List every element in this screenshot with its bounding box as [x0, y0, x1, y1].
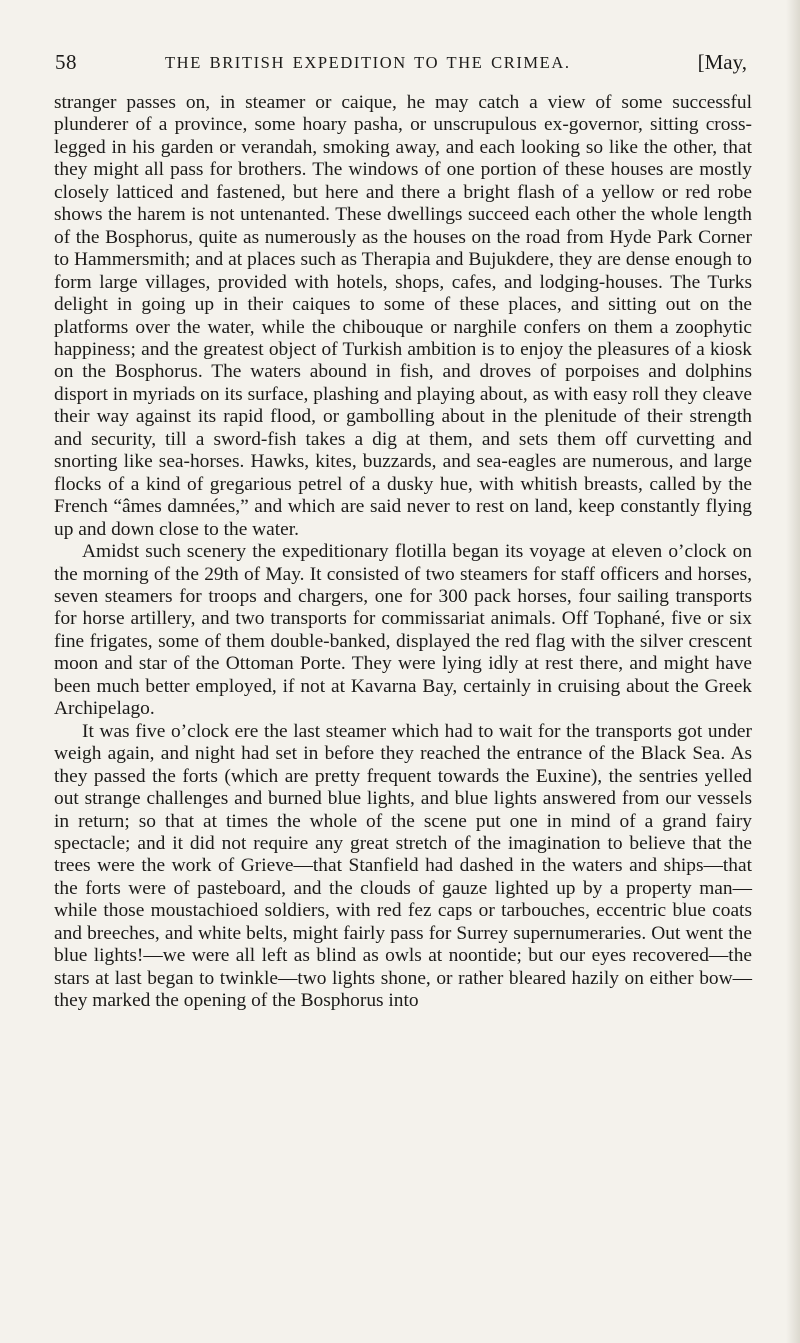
running-head: THE BRITISH EXPEDITION TO THE CRIMEA. [165, 53, 571, 72]
paragraph-black-sea: It was five o’clock ere the last steamer which had to wait for the transports got under weigh again, and night had set in before they reached the entrance of the Black Sea. As they passed the forts (which are pretty frequent towards the Euxine), the sentries yelled out strange challenges and burned blue lights, and blue lights answered from our vessels in return; so that at times the whole of the scene put one in mind of a grand fairy spectacle; and it did not require any great stretch of the imagination to believe that the trees were the work of Grieve—that Stanfield had dashed in the waters and ships—that the forts were of pasteboard, and the clouds of gauze lighted up by a property man—while those moustachioed soldiers, with red fez caps or tarbouches, eccentric blue coats and breeches, and white belts, might fairly pass for Surrey supernumeraries. Out went the blue lights!—we were all left as blind as owls at noontide; but our eyes recovered—the stars at last began to twinkle—two lights shone, or rather bleared hazily on either bow—they marked the opening of the Bosphorus into [54, 720, 752, 1012]
paragraph-continued: stranger passes on, in steamer or caique, he may catch a view of some successful plunderer of a province, some hoary pasha, or unscrupulous ex-governor, sitting cross-legged in his garden or verandah, smoking away, and each looking so like the other, that they might all pass for brothers. The windows of one portion of these houses are mostly closely latticed and fastened, but here and there a bright flash of a yellow or red robe shows the harem is not untenanted. These dwellings succeed each other the whole length of the Bosphorus, quite as numerously as the houses on the road from Hyde Park Corner to Hammersmith; and at places such as Therapia and Bujukdere, they are dense enough to form large villages, provided with hotels, shops, cafes, and lodging-houses. The Turks delight in going up in their caiques to some of these places, and sitting out on the platforms over the water, while the chibouque or narghile confers on them a zoophytic happiness; and the greatest object of Turkish ambition is to enjoy the pleasures of a kiosk on the Bosphorus. The waters abound in fish, and droves of porpoises and dolphins disport in myriads on its surface, plashing and playing about, as with easy roll they cleave their way against its rapid flood, or gambolling about in the plenitude of their strength and security, till a sword-fish takes a dig at them, and sets them off curvetting and snorting like sea-horses. Hawks, kites, buzzards, and sea-eagles are numerous, and large flocks of a kind of gregarious petrel of a dusky hue, with whitish breasts, called by the French “âmes damnées,” and which are said never to rest on land, keep constantly flying up and down close to the water. [54, 92, 752, 540]
running-head-month: [May, [697, 50, 747, 74]
paragraph-flotilla: Amidst such scenery the expeditionary flotilla began its voyage at eleven o’clock on the morning of the 29th of May. It consisted of two steamers for staff officers and horses, seven steamers for troops and chargers, one for 300 pack horses, four sailing transports for horse artillery, and two transports for commissariat animals. Off Tophané, five or six fine frigates, some of them double-banked, displayed the red flag with the silver crescent moon and star of the Ottoman Porte. They were lying idly at rest there, and might have been much better employed, if not at Kavarna Bay, certainly in cruising about the Greek Archipelago. [54, 541, 752, 720]
page-edge-shadow [786, 0, 800, 1343]
page-number: 58 [55, 50, 77, 74]
page-header [55, 50, 745, 80]
body-text [54, 92, 752, 1013]
